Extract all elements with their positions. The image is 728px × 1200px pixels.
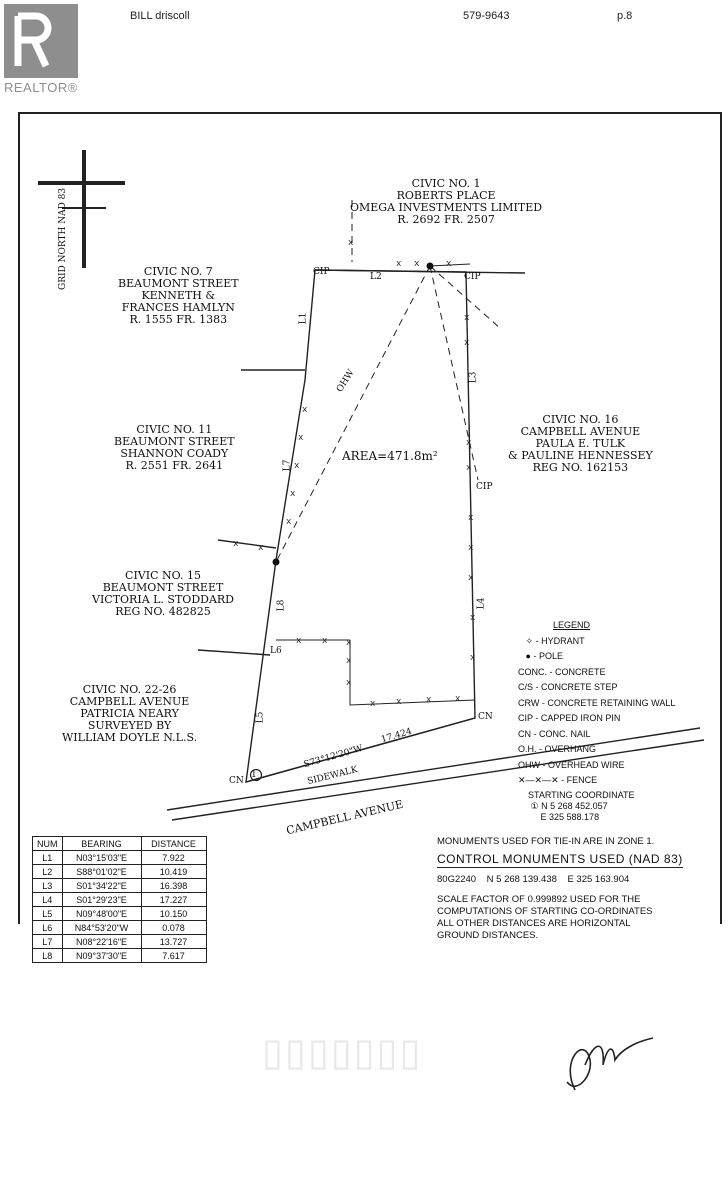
table-row: L3 S01°34'22"E 16.398 — [33, 879, 207, 893]
svg-text:x: x — [426, 695, 432, 705]
legend-item-conc-nail: CN - CONC. NAIL — [518, 728, 591, 739]
signature — [555, 1020, 665, 1100]
svg-text:x: x — [346, 678, 352, 688]
parcel-civic-15: CIVIC NO. 15 BEAUMONT STREET VICTORIA L. STODDARD REG NO. 482825 — [92, 569, 235, 618]
parcel-civic-16: CIVIC NO. 16 CAMPBELL AVENUE PAULA E. TULK & PAULINE HENNESSEY REG NO. 162153 — [508, 413, 653, 474]
cip-label-e: CIP — [476, 482, 493, 492]
legend-title: LEGEND — [553, 620, 591, 630]
legend-item-pole: ● - POLE — [525, 651, 563, 661]
legend-item-hydrant: ✧ - HYDRANT — [525, 635, 585, 646]
svg-text:x: x — [296, 636, 302, 646]
line-l3: L3 — [468, 371, 479, 384]
start-marker-icon: ① — [530, 801, 539, 811]
control-monuments-title: CONTROL MONUMENTS USED (NAD 83) — [437, 852, 683, 866]
svg-text:x: x — [258, 543, 264, 553]
table-row: L6 N84°53'20"W 0.078 — [33, 921, 207, 935]
legend-item-iron-pin: CIP - CAPPED IRON PIN — [518, 713, 621, 723]
header-bearing: BEARING — [62, 837, 141, 851]
cip-label-ne: CIP — [464, 272, 481, 282]
svg-text:x: x — [414, 259, 420, 269]
scale-note-3: ALL OTHER DISTANCES ARE HORIZONTAL — [437, 918, 631, 929]
hydrant-icon: ✧ — [525, 635, 534, 646]
svg-text:x: x — [302, 405, 308, 415]
legend-item-retaining-wall: CRW - CONCRETE RETAINING WALL — [518, 697, 676, 708]
svg-text:x: x — [346, 656, 352, 666]
table-row: L5 N09°48'00"E 10.150 — [33, 907, 207, 921]
svg-text:x: x — [396, 259, 402, 269]
header-num: NUM — [33, 837, 63, 851]
legend-item-concrete-step: C/S - CONCRETE STEP — [518, 682, 618, 692]
line-l1: L1 — [298, 312, 309, 325]
starting-coordinate: STARTING COORDINATE ① N 5 268 452.057 E 325 588.178 — [528, 790, 635, 822]
distance-label: 17.424 — [380, 726, 414, 746]
fax-sender: BILL driscoll — [130, 10, 190, 22]
north-arrow-icon — [38, 150, 125, 268]
sidewalk-label: SIDEWALK — [306, 764, 359, 788]
scale-note-2: COMPUTATIONS OF STARTING CO-ORDINATES — [437, 906, 653, 917]
svg-text:x: x — [290, 489, 296, 499]
line-l7: L7 — [282, 459, 293, 472]
svg-text:x: x — [322, 636, 328, 646]
area-label: AREA=471.8m² — [342, 449, 438, 463]
bearing-label: S73°12'20"W — [302, 743, 364, 771]
fence-icon: ✕—✕—✕ — [518, 775, 559, 785]
ohw-label: OHW — [335, 368, 357, 395]
table-row: L8 N09°37'30"E 7.617 — [33, 949, 207, 963]
line-l2: L2 — [370, 272, 382, 282]
scale-note-1: SCALE FACTOR OF 0.999892 USED FOR THE — [437, 894, 641, 905]
svg-text:x: x — [466, 463, 472, 473]
svg-text:x: x — [468, 543, 474, 553]
legend-item-concrete: CONC. - CONCRETE — [518, 666, 606, 677]
table-row: L1 N03°15'03"E 7.922 — [33, 851, 207, 865]
svg-text:x: x — [464, 338, 470, 348]
svg-text:x: x — [464, 313, 470, 323]
svg-text:x: x — [396, 697, 402, 707]
line-l4: L4 — [476, 597, 487, 610]
line-l8: L8 — [276, 599, 287, 612]
start-marker-label: 1 — [251, 770, 257, 780]
cn-label-se: CN — [478, 712, 493, 722]
header-distance: DISTANCE — [141, 837, 206, 851]
control-monuments-line: 80G2240 N 5 268 139.438 E 325 163.904 — [437, 874, 630, 885]
north-arrow-label: GRID NORTH NAD 83 — [58, 187, 68, 290]
legend-item-overhead-wire: OHW - OVERHEAD WIRE — [518, 759, 625, 770]
svg-text:x: x — [286, 517, 292, 527]
realtor-logo-text: REALTOR® — [4, 80, 78, 95]
svg-text:x: x — [348, 238, 354, 248]
svg-text:x: x — [455, 694, 461, 704]
parcel-civic-22: CIVIC NO. 22-26 CAMPBELL AVENUE PATRICIA NEARY SURVEYED BY WILLIAM DOYLE N.L.S. — [62, 683, 198, 744]
table-row: L7 N08°22'16"E 13.727 — [33, 935, 207, 949]
svg-text:x: x — [466, 438, 472, 448]
pole-icon: ● — [525, 651, 531, 661]
cn-label-sw: CN — [229, 776, 244, 786]
cip-label-nw: CIP — [313, 267, 330, 277]
scale-note-4: GROUND DISTANCES. — [437, 930, 539, 941]
legend-item-overhang: O.H. - OVERHANG — [518, 744, 597, 754]
svg-text:x: x — [298, 433, 304, 443]
survey-notes — [437, 836, 717, 942]
svg-text:x: x — [468, 573, 474, 583]
bearing-table — [32, 836, 207, 963]
legend-item-fence: ✕—✕—✕ - FENCE — [518, 775, 598, 785]
svg-text:x: x — [370, 699, 376, 709]
street-label: CAMPBELL AVENUE — [284, 797, 405, 838]
boundary-line — [246, 270, 475, 782]
parcel-civic-1: CIVIC NO. 1 ROBERTS PLACE OMEGA INVESTMENTS LIMITED R. 2692 FR. 2507 — [350, 177, 543, 226]
svg-text:x: x — [346, 638, 352, 648]
svg-text:x: x — [468, 513, 474, 523]
svg-text:x: x — [470, 613, 476, 623]
table-row: L4 S01°29'23"E 17.227 — [33, 893, 207, 907]
monuments-note: MONUMENTS USED FOR TIE-IN ARE IN ZONE 1. — [437, 836, 655, 847]
svg-text:x: x — [470, 653, 476, 663]
faded-stamp: ▯▯▯▯▯▯▯ — [262, 1030, 423, 1074]
legend — [518, 618, 675, 789]
parcel-civic-11: CIVIC NO. 11 BEAUMONT STREET SHANNON COADY R. 2551 FR. 2641 — [114, 423, 235, 472]
svg-text:x: x — [233, 539, 239, 549]
svg-text:x: x — [294, 461, 300, 471]
svg-text:x: x — [446, 259, 452, 269]
parcel-civic-7: CIVIC NO. 7 BEAUMONT STREET KENNETH & FRANCES HAMLYN R. 1555 FR. 1383 — [118, 265, 239, 326]
table-row: L2 S88°01'02"E 10.419 — [33, 865, 207, 879]
fax-phone: 579-9643 — [463, 10, 510, 22]
table-header-row — [33, 837, 207, 851]
line-l6: L6 — [270, 646, 282, 656]
line-l5: L5 — [255, 711, 266, 724]
fax-page: p.8 — [617, 10, 633, 22]
